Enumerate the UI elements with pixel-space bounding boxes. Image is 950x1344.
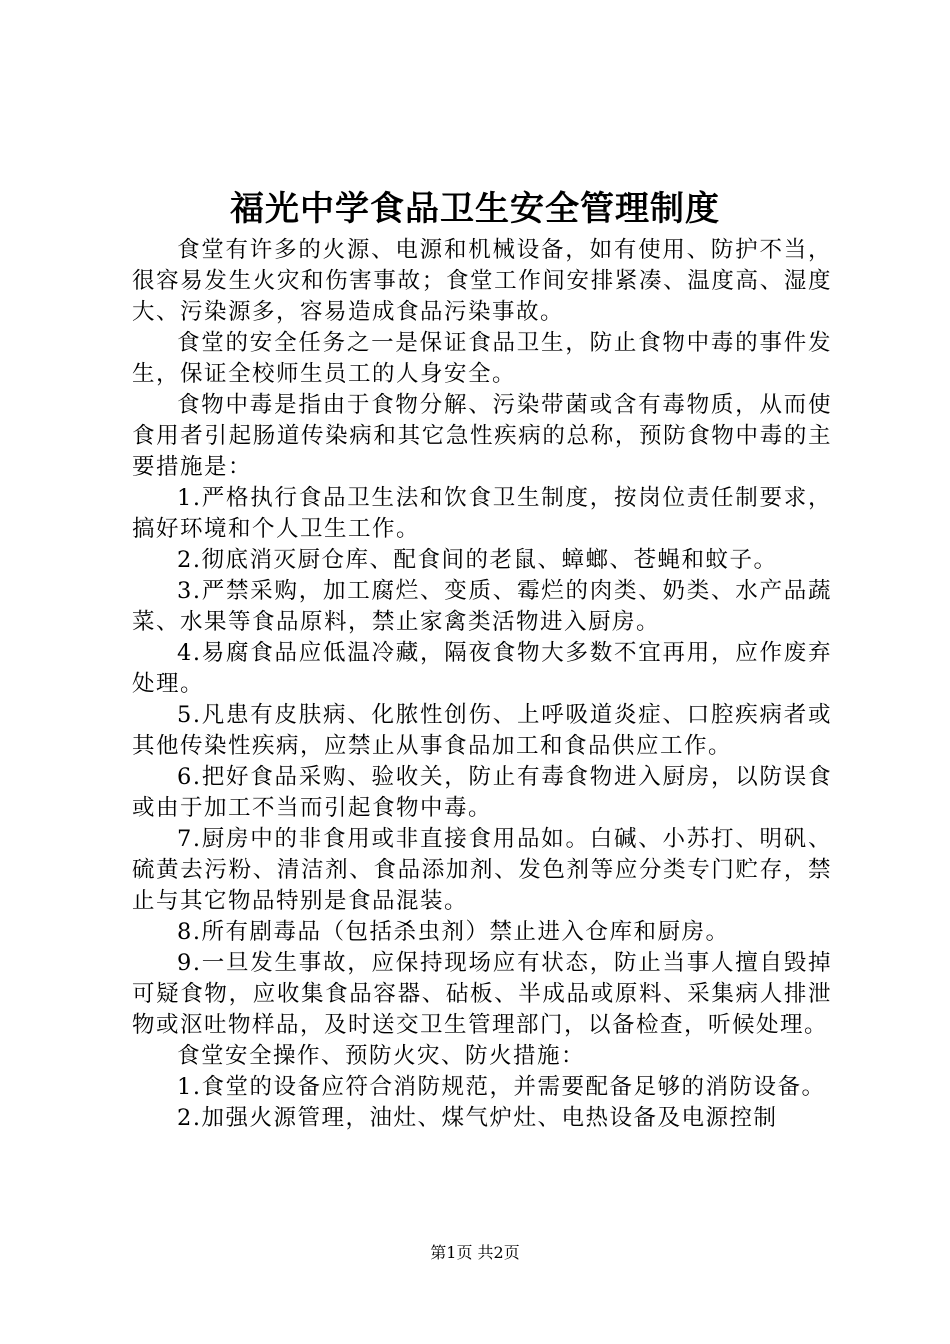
page-number-footer: 第1页 共2页 <box>430 1243 520 1262</box>
paragraph: 7.厨房中的非食用或非直接食用品如。白碱、小苏打、明矾、硫黄去污粉、清洁剂、食品添加剂、发色剂等应分类专门贮存，禁止与其它物品特别是食品混装。 <box>132 826 832 914</box>
document-title: 福光中学食品卫生安全管理制度 <box>230 189 720 229</box>
paragraph: 8.所有剧毒品（包括杀虫剂）禁止进入仓库和厨房。 <box>177 919 730 945</box>
paragraph: 6.把好食品采购、验收关，防止有毒食物进入厨房，以防误食或由于加工不当而引起食物中毒。 <box>132 764 832 821</box>
paragraph: 食堂安全操作、预防火灾、防火措施： <box>177 1043 586 1069</box>
paragraph: 9.一旦发生事故，应保持现场应有状态，防止当事人擅自毁掉可疑食物，应收集食品容器、砧板、半成品或原料、采集病人排泄物或沤吐物样品，及时送交卫生管理部门，以备检查，听候处理。 <box>132 950 832 1038</box>
paragraph: 1.严格执行食品卫生法和饮食卫生制度，按岗位责任制要求，搞好环境和个人卫生工作。 <box>132 485 832 542</box>
paragraph: 1.食堂的设备应符合消防规范，并需要配备足够的消防设备。 <box>177 1074 826 1100</box>
document-body <box>132 235 832 1134</box>
paragraph: 食堂的安全任务之一是保证食品卫生，防止食物中毒的事件发生，保证全校师生员工的人身安全。 <box>132 330 832 387</box>
paragraph: 2.加强火源管理，油灶、煤气炉灶、电热设备及电源控制 <box>177 1105 778 1131</box>
paragraph: 食堂有许多的火源、电源和机械设备，如有使用、防护不当，很容易发生火灾和伤害事故；食堂工作间安排紧凑、温度高、湿度大、污染源多，容易造成食品污染事故。 <box>132 237 832 325</box>
paragraph: 4.易腐食品应低温冷藏，隔夜食物大多数不宜再用，应作废弃处理。 <box>132 640 832 697</box>
paragraph: 3.严禁采购，加工腐烂、变质、霉烂的肉类、奶类、水产品蔬菜、水果等食品原料，禁止家禽类活物进入厨房。 <box>132 578 832 635</box>
paragraph: 5.凡患有皮肤病、化脓性创伤、上呼吸道炎症、口腔疾病者或其他传染性疾病，应禁止从事食品加工和食品供应工作。 <box>132 702 832 759</box>
paragraph: 2.彻底消灭厨仓库、配食间的老鼠、蟑螂、苍蝇和蚊子。 <box>177 547 778 573</box>
paragraph: 食物中毒是指由于食物分解、污染带菌或含有毒物质，从而使食用者引起肠道传染病和其它急性疾病的总称，预防食物中毒的主要措施是： <box>132 392 832 480</box>
